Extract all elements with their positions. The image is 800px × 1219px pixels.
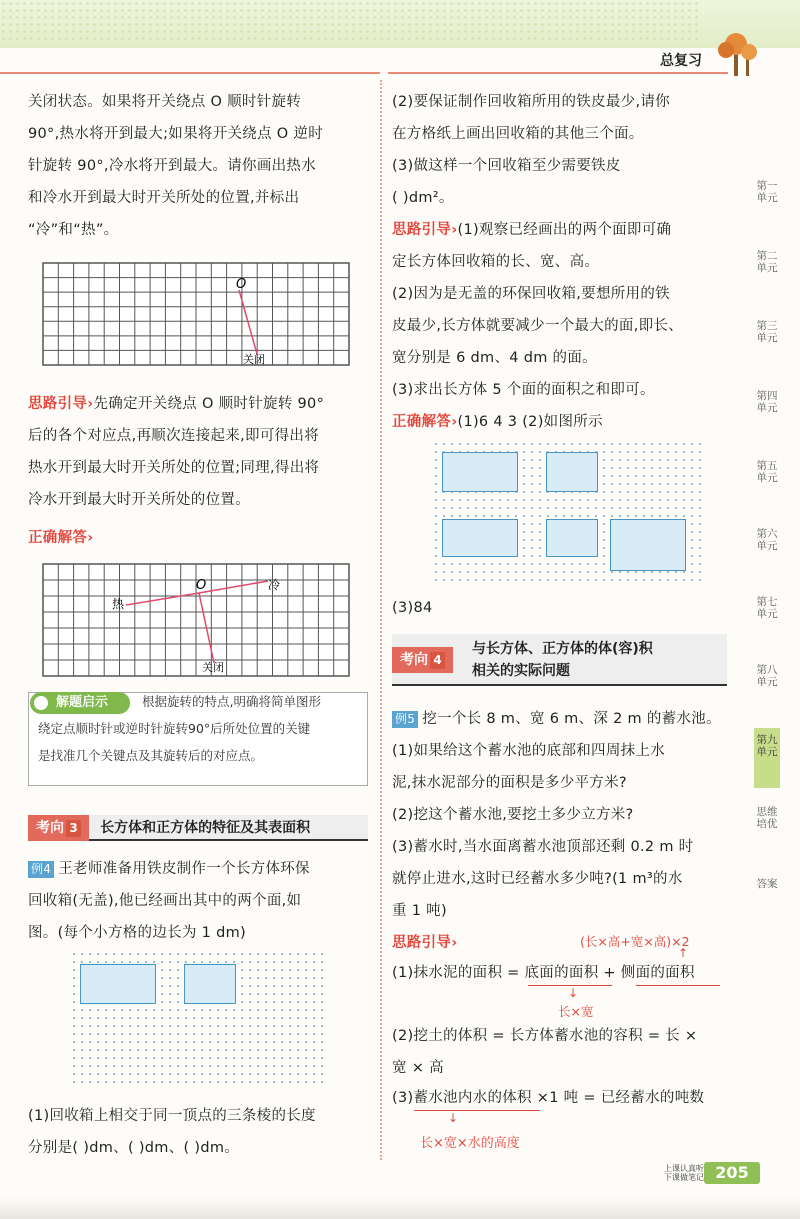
close-label: 关闭 bbox=[202, 661, 224, 674]
text-line: 90°,热水将开到最大;如果将开关绕点 O 逆时 bbox=[28, 126, 324, 142]
formula-1: (1)抹水泥的面积 = 底面的面积 + 侧面的面积 bbox=[392, 965, 695, 981]
grid-figure-1 bbox=[42, 262, 352, 368]
sidebar-item-unit-1[interactable]: 第一单元 bbox=[756, 180, 778, 204]
point-o-label: O bbox=[196, 578, 207, 593]
face-rect bbox=[546, 452, 598, 492]
review-title: 总复习 bbox=[660, 53, 702, 69]
formula-annotation: 长×宽 bbox=[558, 1004, 594, 1019]
example-4 bbox=[28, 853, 373, 949]
face-rect bbox=[442, 452, 518, 492]
arrow-up-icon: ↑ bbox=[678, 946, 689, 960]
sidebar-item-unit-5[interactable]: 第五单元 bbox=[756, 460, 778, 484]
hint-2-label: 思路引导› bbox=[392, 935, 458, 951]
text-line: 针旋转 90°,冷水将开到最大。请你画出热水 bbox=[28, 158, 317, 174]
arrow-down-icon: ↓ bbox=[448, 1111, 459, 1125]
text-line: 泥,抹水泥部分的面积是多少平方米? bbox=[392, 775, 627, 791]
sidebar-item-unit-7[interactable]: 第七单元 bbox=[756, 596, 778, 620]
answer-3: (3)84 bbox=[392, 600, 433, 616]
face-rect bbox=[80, 964, 156, 1004]
grid-figure-2 bbox=[42, 563, 352, 679]
text-line: 和冷水开到最大时开关所处的位置,并标出 bbox=[28, 190, 300, 206]
sidebar-item-unit-4[interactable]: 第四单元 bbox=[756, 390, 778, 414]
question-1 bbox=[28, 1100, 373, 1164]
point-o-label: O bbox=[236, 277, 247, 292]
face-rect bbox=[610, 519, 686, 571]
text-line: 重 1 吨) bbox=[392, 903, 447, 919]
formula-annotation: (长×高+宽×高)×2 bbox=[580, 934, 690, 949]
text-line: 根据旋转的特点,明确将简单图形 bbox=[142, 694, 321, 709]
text-line: 回收箱(无盖),他已经画出其中的两个面,如 bbox=[28, 893, 302, 909]
sidebar-item-unit-6[interactable]: 第六单元 bbox=[756, 528, 778, 552]
footer-slogan: 上课认真听 下课做笔记 bbox=[664, 1164, 704, 1182]
section-3-header bbox=[28, 815, 368, 841]
text-line: 定长方体回收箱的长、宽、高。 bbox=[392, 254, 600, 270]
text-line: (2)挖这个蓄水池,要挖土多少立方米? bbox=[392, 807, 634, 823]
answer-label: 正确解答› bbox=[28, 530, 94, 546]
underline bbox=[636, 985, 720, 986]
hot-label: 热 bbox=[112, 597, 125, 611]
underline bbox=[414, 1110, 540, 1111]
sidebar-item-answers[interactable]: 答案 bbox=[756, 878, 778, 890]
section-number: 4 bbox=[430, 652, 445, 669]
text-line: 就停止进水,这时已经蓄水多少吨?(1 m³的水 bbox=[392, 871, 683, 887]
text-line: (2)因为是无盖的环保回收箱,要想所用的铁 bbox=[392, 286, 670, 302]
text-line: (1)如果给这个蓄水池的底部和四周抹上水 bbox=[392, 743, 666, 759]
formula-annotation: 长×宽×水的高度 bbox=[420, 1136, 520, 1151]
section-tag: 考向 4 bbox=[392, 647, 453, 673]
text-line: 是找准几个关键点及其旋转后的对应点。 bbox=[38, 748, 264, 763]
header-pattern bbox=[0, 0, 700, 44]
text-line: 后的各个对应点,再顺次连接起来,即可得出将 bbox=[28, 428, 320, 444]
text-line: (3)蓄水时,当水面离蓄水池顶部还剩 0.2 m 时 bbox=[392, 839, 694, 855]
section-4-header bbox=[392, 634, 727, 686]
page-number: 205 bbox=[704, 1162, 760, 1184]
text-line: 绕定点顺时针或逆时针旋转90°后所处位置的关键 bbox=[38, 721, 311, 736]
text-line: (2)挖土的体积 = 长方体蓄水池的容积 = 长 × bbox=[392, 1028, 698, 1044]
arrow-down-icon: ↓ bbox=[568, 986, 579, 1000]
text-line: 图。(每个小方格的边长为 1 dm) bbox=[28, 925, 246, 941]
sidebar-item-unit-3[interactable]: 第三单元 bbox=[756, 320, 778, 344]
problem-text bbox=[28, 86, 373, 246]
answer-tag: 正确解答 bbox=[392, 414, 452, 430]
section-number: 3 bbox=[66, 820, 81, 837]
text-line: 皮最少,长方体就要减少一个最大的面,即长、 bbox=[392, 318, 684, 334]
text-line: 先确定开关绕点 O 顺时针旋转 90° bbox=[93, 396, 325, 412]
page-bottom-edge bbox=[0, 1196, 800, 1219]
section-tag: 考向 3 bbox=[28, 815, 89, 841]
section-title: 长方体和正方体的特征及其表面积 bbox=[100, 820, 311, 836]
text-line: ( )dm²。 bbox=[392, 190, 454, 206]
text-line: (3)求出长方体 5 个面的面积之和即可。 bbox=[392, 382, 655, 398]
example-tag: 例4 bbox=[28, 861, 54, 878]
column-divider bbox=[380, 80, 382, 1160]
formula-3: (3)蓄水池内水的体积 ×1 吨 = 已经蓄水的吨数 bbox=[392, 1090, 705, 1106]
text-line: 分别是( )dm、( )dm、( )dm。 bbox=[28, 1140, 240, 1156]
section-title: 与长方体、正方体的体(容)积 相关的实际问题 bbox=[472, 641, 653, 679]
sidebar-item-unit-2[interactable]: 第二单元 bbox=[756, 250, 778, 274]
example-5 bbox=[392, 703, 737, 927]
tree-icon bbox=[712, 30, 762, 76]
text-line: (1)回收箱上相交于同一顶点的三条棱的长度 bbox=[28, 1108, 316, 1124]
header-rule-left bbox=[0, 72, 380, 74]
text-line: 宽 × 高 bbox=[392, 1060, 444, 1076]
answer-text: (1)6 4 3 (2)如图所示 bbox=[457, 414, 603, 430]
tip-text bbox=[38, 688, 378, 769]
questions-2-3: (2)要保证制作回收箱所用的铁皮最少,请你 在方格纸上画出回收箱的其他三个面。 (3)做这样一个回收箱至少需要铁皮 ( )dm²。 思路引导›(1)观察已经画出的两个面即可确 定长方体回收箱的长、宽、高。 (2)因为是无盖的环保回收箱,要想所用的铁 皮最少,长方体就要减少一个最大的面,即长、 宽分别是 6 dm、4 dm 的面。 (3)求出长方体 5 个面的面积之和即可。 正确解答›(1)6 4 3 (2)如图所示 bbox=[392, 86, 737, 438]
tip-title: 解题启示 bbox=[30, 692, 130, 714]
face-rect bbox=[184, 964, 236, 1004]
formula-2 bbox=[392, 1020, 737, 1084]
sidebar-item-thinking[interactable]: 思维培优 bbox=[756, 806, 778, 830]
text-line: 热水开到最大时开关所处的位置;同理,得出将 bbox=[28, 460, 320, 476]
hint-tag: 思路引导 bbox=[392, 222, 452, 238]
sidebar-item-unit-9[interactable]: 第九单元 bbox=[754, 728, 780, 788]
face-rect bbox=[442, 519, 518, 557]
hint-1: 思路引导›先确定开关绕点 O 顺时针旋转 90° 后的各个对应点,再顺次连接起来,即可得出将 热水开到最大时开关所处的位置;同理,得出将 冷水开到最大时开关所处的位置。 bbox=[28, 388, 373, 516]
text-line: 王老师准备用铁皮制作一个长方体环保 bbox=[58, 861, 310, 877]
sidebar-item-unit-8[interactable]: 第八单元 bbox=[756, 664, 778, 688]
example-tag: 例5 bbox=[392, 711, 418, 728]
text-line: 挖一个长 8 m、宽 6 m、深 2 m 的蓄水池。 bbox=[422, 711, 721, 727]
face-rect bbox=[546, 519, 598, 557]
header-rule-right bbox=[388, 72, 728, 74]
text-line: (3)做这样一个回收箱至少需要铁皮 bbox=[392, 158, 621, 174]
hint-tag: 思路引导 bbox=[28, 396, 88, 412]
answer-tag: 正确解答 bbox=[28, 530, 88, 546]
text-line: 宽分别是 6 dm、4 dm 的面。 bbox=[392, 350, 597, 366]
close-label: 关闭 bbox=[243, 353, 265, 366]
text-line: 关闭状态。如果将开关绕点 O 顺时针旋转 bbox=[28, 94, 302, 110]
text-line: (2)要保证制作回收箱所用的铁皮最少,请你 bbox=[392, 94, 670, 110]
text-line: “冷”和“热”。 bbox=[28, 222, 119, 238]
text-line: (1)观察已经画出的两个面即可确 bbox=[457, 222, 672, 238]
text-line: 冷水开到最大时开关所处的位置。 bbox=[28, 492, 250, 508]
cold-label: 冷 bbox=[268, 578, 281, 592]
text-line: 在方格纸上画出回收箱的其他三个面。 bbox=[392, 126, 644, 142]
hint-tag: 思路引导 bbox=[392, 935, 452, 951]
